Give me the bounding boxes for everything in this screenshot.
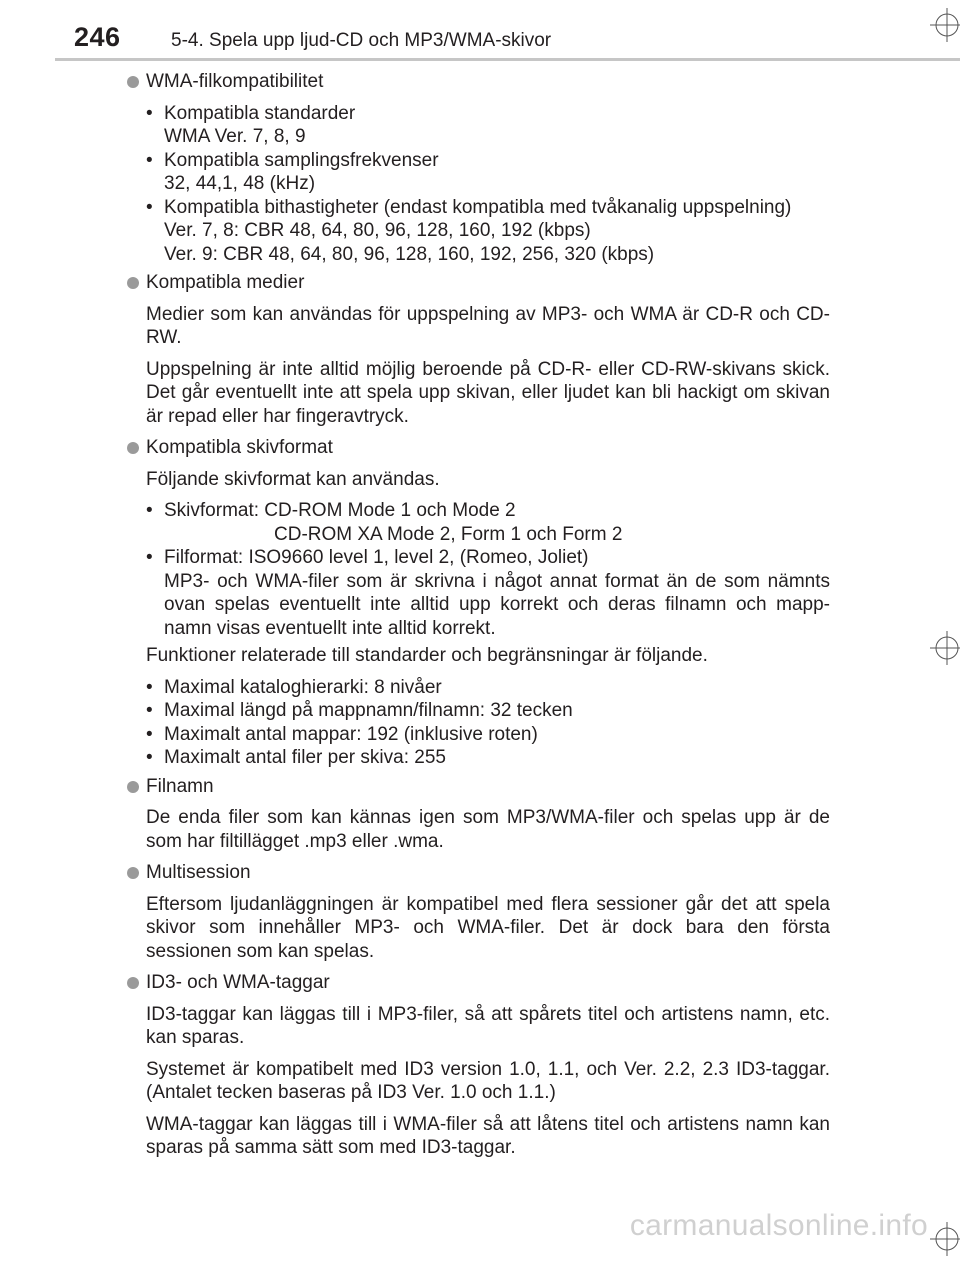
crop-mark-icon bbox=[930, 631, 960, 665]
format-list bbox=[146, 499, 830, 640]
list-item: • Maximalt antal mappar: 192 (inklusive roten) bbox=[146, 723, 830, 747]
section-heading: Filnamn bbox=[146, 775, 830, 799]
paragraph: Följande skivformat kan användas. bbox=[146, 468, 440, 490]
paragraph: WMA-taggar kan läggas till i WMA-filer så att låtens titel och artistens namn kan sparas på samma sätt som med ID3-taggar. bbox=[146, 1113, 830, 1158]
paragraph: Medier som kan användas för uppspelning av MP3- och WMA är CD-R och CD-RW. bbox=[146, 303, 830, 348]
crop-mark-icon bbox=[930, 1222, 960, 1256]
section-multisession bbox=[127, 861, 830, 963]
list-item: • Skivformat: CD-ROM Mode 1 och Mode 2 CD-ROM XA Mode 2, Form 1 och Form 2 bbox=[146, 499, 830, 546]
circle-bullet-icon bbox=[127, 442, 139, 454]
list-item: • Kompatibla samplingsfrekvenser 32, 44,1, 48 (kHz) bbox=[146, 149, 830, 196]
paragraph: De enda filer som kan kännas igen som MP3/WMA-filer och spelas upp är de som har filtillägget .mp3 eller .wma. bbox=[146, 807, 830, 852]
circle-bullet-icon bbox=[127, 76, 139, 88]
paragraph: Eftersom ljudanläggningen är kompatibel med flera sessioner går det att spela skivor som innehåller MP3- och WMA-filer. Det är dock bara den första sessionen som kan spelas. bbox=[146, 893, 830, 962]
list-item: • Maximalt antal filer per skiva: 255 bbox=[146, 746, 830, 770]
circle-bullet-icon bbox=[127, 781, 139, 793]
list-item: • Kompatibla bithastigheter (endast kompatibla med tvåkanalig uppspelning) Ver. 7, 8: CBR 48, 64, 80, 96, 128, 160, 192 (kbps) Ver. 9: CBR 48, 64, 80, 96, 128, 160, 192, 256, 320 (kbps) bbox=[146, 196, 830, 267]
section-heading: Multisession bbox=[146, 861, 830, 885]
limits-list bbox=[146, 676, 830, 770]
circle-bullet-icon bbox=[127, 977, 139, 989]
section-filenames bbox=[127, 775, 830, 854]
section-heading: Kompatibla medier bbox=[146, 271, 830, 295]
section-heading: WMA-filkompatibilitet bbox=[146, 70, 830, 94]
circle-bullet-icon bbox=[127, 867, 139, 879]
section-wma-compat bbox=[127, 70, 830, 266]
list-item: • Maximal längd på mappnamn/filnamn: 32 tecken bbox=[146, 699, 830, 723]
section-id3-tags bbox=[127, 971, 830, 1160]
page-content bbox=[127, 70, 830, 1165]
compat-list bbox=[146, 102, 830, 267]
page-header bbox=[0, 0, 960, 60]
paragraph: Uppspelning är inte alltid möjlig beroende på CD-R- eller CD-RW-skivans skick. Det går eventuellt inte att spela upp skivan, eller ljudet kan bli hackigt om skivan är repad eller har fingeravtryck. bbox=[146, 358, 830, 427]
paragraph: ID3-taggar kan läggas till i MP3-filer, så att spårets titel och artistens namn, etc. kan sparas. bbox=[146, 1003, 830, 1048]
paragraph: Funktioner relaterade till standarder och begränsningar är följande. bbox=[146, 645, 708, 666]
section-heading: Kompatibla skivformat bbox=[146, 436, 830, 460]
crop-mark-icon bbox=[930, 8, 960, 42]
list-item: • Maximal kataloghierarki: 8 nivåer bbox=[146, 676, 830, 700]
header-divider bbox=[55, 58, 960, 61]
page-number: 246 bbox=[74, 22, 121, 52]
section-heading: ID3- och WMA-taggar bbox=[146, 971, 830, 995]
paragraph: Systemet är kompatibelt med ID3 version 1.0, 1.1, och Ver. 2.2, 2.3 ID3-taggar. (Antalet tecken baseras på ID3 Ver. 1.0 och 1.1.) bbox=[146, 1058, 830, 1103]
list-item: • Kompatibla standarder WMA Ver. 7, 8, 9 bbox=[146, 102, 830, 149]
watermark: carmanualsonline.info bbox=[629, 1209, 928, 1242]
list-item: • Filformat: ISO9660 level 1, level 2, (Romeo, Joliet) MP3- och WMA-filer som är skrivna i något annat format än de som nämnts ovan spelas eventuellt inte alltid upp korrekt och deras filnamn och mapp-namn visas eventuellt inte alltid korrekt. bbox=[146, 546, 830, 640]
section-disc-formats bbox=[127, 436, 830, 770]
section-title: 5-4. Spela upp ljud-CD och MP3/WMA-skivor bbox=[171, 30, 552, 51]
section-compatible-media bbox=[127, 271, 830, 428]
circle-bullet-icon bbox=[127, 277, 139, 289]
